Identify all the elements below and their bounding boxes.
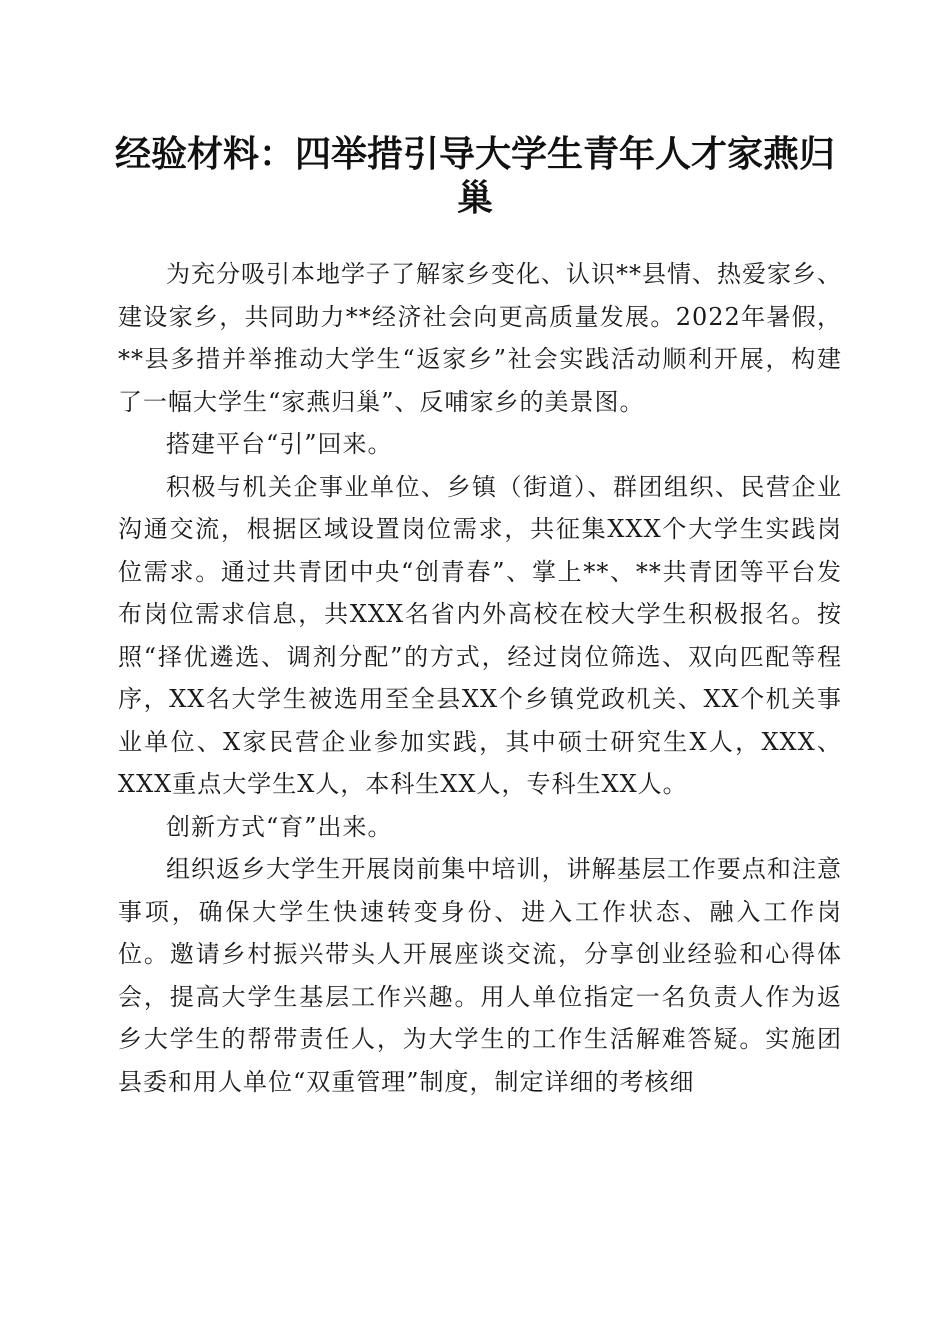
- section-heading-platform: 搭建平台“引”回来。: [166, 430, 393, 458]
- document-body: [118, 253, 842, 1103]
- innovation-paragraph: 组织返乡大学生开展岗前集中培训，讲解基层工作要点和注意事项，确保大学生快速转变身份、进入工作状态、融入工作岗位。邀请乡村振兴带头人开展座谈交流，分享创业经验和心得体会，提高大学生基层工作兴趣。用人单位指定一名负责人作为返乡大学生的帮带责任人，为大学生的工作生活解难答疑。实施团县委和用人单位“双重管理”制度，制定详细的考核细: [118, 855, 842, 1096]
- document-title: 经验材料：四举措引导大学生青年人才家燕归巢: [114, 133, 835, 219]
- intro-paragraph: 为充分吸引本地学子了解家乡变化、认识**县情、热爱家乡、建设家乡，共同助力**经济社会向更高质量发展。2022年暑假，**县多措并举推动大学生“返家乡”社会实践活动顺利开展，构建了一幅大学生“家燕归巢”、反哺家乡的美景图。: [118, 260, 842, 416]
- platform-paragraph: 积极与机关企事业单位、乡镇（街道）、群团组织、民营企业沟通交流，根据区域设置岗位需求，共征集XXX个大学生实践岗位需求。通过共青团中央“创青春”、掌上**、**共青团等平台发布岗位需求信息，共XXX名省内外高校在校大学生积极报名。按照“择优遴选、调剂分配”的方式，经过岗位筛选、双向匹配等程序，XX名大学生被选用至全县XX个乡镇党政机关、XX个机关事业单位、X家民营企业参加实践，其中硕士研究生X人，XXX、XXX重点大学生X人，本科生XX人，专科生XX人。: [118, 472, 842, 798]
- section-heading-innovation: 创新方式“育”出来。: [166, 812, 393, 841]
